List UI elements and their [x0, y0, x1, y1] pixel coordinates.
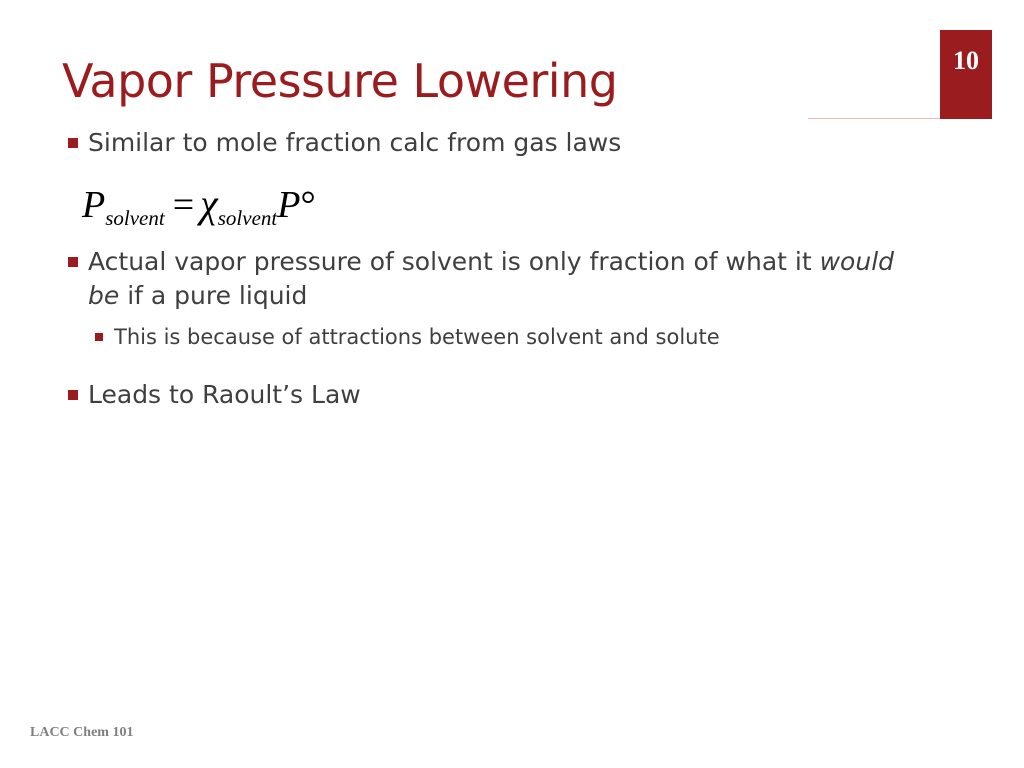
vapor-pressure-formula: [82, 180, 316, 231]
formula-p: P: [82, 184, 106, 226]
square-bullet-icon: [68, 390, 78, 400]
formula-subscript-solvent: solvent: [105, 206, 165, 230]
formula-subscript-solvent-2: solvent: [217, 206, 278, 230]
slide-title: Vapor Pressure Lowering: [62, 54, 618, 108]
bullet-item-3: [88, 378, 361, 412]
formula-chi: χ: [200, 181, 218, 226]
page-number: 10: [953, 46, 979, 75]
sub-bullet-item-1: [114, 322, 720, 352]
page-number-box: [940, 30, 992, 119]
bullet-text-1: Similar to mole fraction calc from gas laws: [88, 128, 622, 157]
bullet-text-2-italic-be: be: [88, 281, 120, 310]
footer-text: LACC Chem 101: [30, 725, 134, 740]
formula-equals: =: [172, 184, 195, 226]
formula-p-standard: P: [277, 184, 301, 226]
bullet-text-3: Leads to Raoult’s Law: [88, 380, 361, 409]
title-divider: [808, 118, 940, 119]
square-bullet-icon: [95, 333, 103, 341]
bullet-text-2b: if a pure liquid: [119, 281, 308, 310]
formula-degree: °: [300, 184, 316, 226]
sub-bullet-text-1: This is because of attractions between solvent and solute: [114, 325, 720, 349]
bullet-item-1: [88, 126, 621, 160]
bullet-text-2-italic-would: would: [819, 247, 895, 276]
bullet-text-2a: Actual vapor pressure of solvent is only fraction of what it: [88, 247, 820, 276]
bullet-item-2: [88, 245, 988, 313]
square-bullet-icon: [68, 138, 78, 148]
square-bullet-icon: [68, 257, 78, 267]
